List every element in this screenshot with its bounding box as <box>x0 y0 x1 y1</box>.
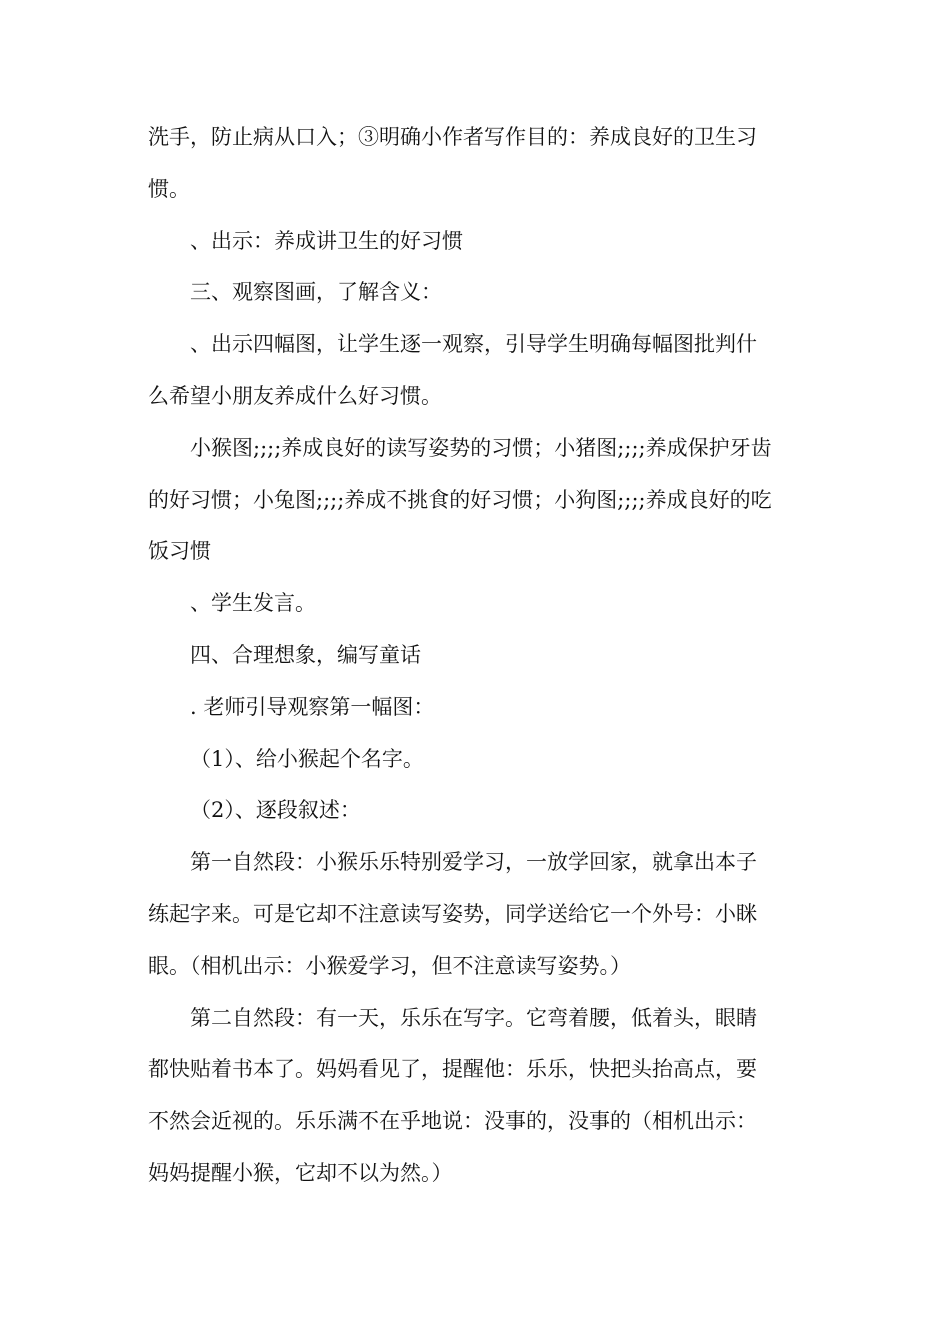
section-heading: 四、合理想象，编写童话 <box>190 642 421 667</box>
text-line: 第二自然段：有一天，乐乐在写字。它弯着腰，低着头，眼睛 <box>190 1005 757 1030</box>
text-line: 妈妈提醒小猴，它却不以为然。） <box>148 1160 453 1185</box>
text-line: . 老师引导观察第一幅图： <box>190 694 435 719</box>
text-line: 、出示：养成讲卫生的好习惯 <box>190 228 463 253</box>
text-line: 惯。 <box>148 176 190 201</box>
text-line: 洗手，防止病从口入；③明确小作者写作目的：养成良好的卫生习 <box>148 125 757 149</box>
text-line: 、出示四幅图，让学生逐一观察，引导学生明确每幅图批判什 <box>190 332 757 357</box>
text-line: 不然会近视的。乐乐满不在乎地说：没事的，没事的（相机出示： <box>148 1109 757 1134</box>
text-line: 小猴图;;;;养成良好的读写姿势的习惯；小猪图;;;;养成保护牙齿 <box>190 435 772 460</box>
text-line: 的好习惯；小兔图;;;;养成不挑食的好习惯；小狗图;;;;养成良好的吃 <box>148 487 772 512</box>
text-line: （2）、逐段叙述： <box>190 798 361 823</box>
text-line: 练起字来。可是它却不注意读写姿势，同学送给它一个外号：小眯 <box>148 901 757 926</box>
text-line: 、学生发言。 <box>190 591 316 616</box>
section-heading: 三、观察图画，了解含义： <box>190 280 442 305</box>
body-text <box>148 112 800 1200</box>
text-line: 都快贴着书本了。妈妈看见了，提醒他：乐乐，快把头抬高点，要 <box>148 1057 757 1082</box>
text-line: 第一自然段：小猴乐乐特别爱学习，一放学回家，就拿出本子 <box>190 850 757 875</box>
text-line: 眼。（相机出示：小猴爱学习，但不注意读写姿势。） <box>148 953 631 978</box>
text-line: 么希望小朋友养成什么好习惯。 <box>148 383 442 408</box>
text-line: （1）、给小猴起个名字。 <box>190 746 424 771</box>
text-line: 饭习惯 <box>148 539 211 564</box>
